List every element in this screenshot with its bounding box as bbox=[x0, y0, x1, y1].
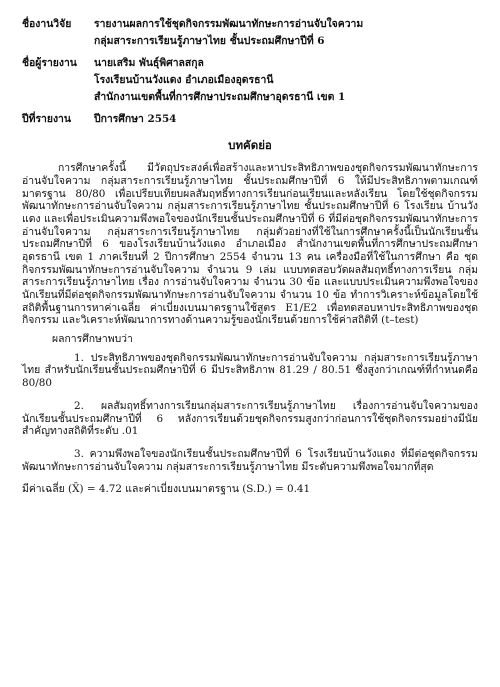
author-label: ชื่อผู้รายงาน bbox=[22, 57, 77, 70]
report-year-value: ปีการศึกษา 2554 bbox=[94, 113, 177, 126]
author-name: นายเสริม พันธุ์พิศาลสกุล bbox=[94, 57, 204, 70]
report-year-label: ปีที่รายงาน bbox=[22, 113, 71, 126]
research-title-label: ชื่องานวิจัย bbox=[22, 18, 72, 30]
finding-item: 1. ประสิทธิภาพของชุดกิจกรรมพัฒนาทักษะการอ่านจับใจความ กลุ่มสาระการเรียนรู้ภาษาไทย สำหรับนักเรียนชั้นประถมศึกษาปีที่ 6 มีประสิทธิภาพ 81.29 / 80.51 ซึ่งสูงกว่าเกณฑ์ที่กำหนดคือ 80/80 bbox=[22, 351, 478, 390]
statistics-line: มีค่าเฉลี่ย (X̄) = 4.72 และค่าเบี่ยงเบนมาตรฐาน (S.D.) = 0.41 bbox=[22, 483, 311, 496]
findings-intro: ผลการศึกษาพบว่า bbox=[52, 333, 133, 346]
research-title-line: กลุ่มสาระการเรียนรู้ภาษาไทย ชั้นประถมศึกษาปีที่ 6 bbox=[94, 34, 325, 47]
research-title-value bbox=[94, 18, 478, 51]
author-school: โรงเรียนบ้านวังแดง อำเภอเมืองอุดรธานี bbox=[94, 74, 274, 87]
author-value bbox=[94, 57, 478, 107]
research-title-row bbox=[22, 18, 478, 51]
author-row bbox=[22, 57, 478, 107]
author-office: สำนักงานเขตพื้นที่การศึกษาประถมศึกษาอุดรธานี เขต 1 bbox=[94, 90, 346, 103]
finding-item: 3. ความพึงพอใจของนักเรียนชั้นประถมศึกษาปีที่ 6 โรงเรียนบ้านวังแดง ที่มีต่อชุดกิจกรรมพัฒนาทักษะการอ่านจับใจความ กลุ่มสาระการเรียนรู้ภาษาไทย มีระดับความพึงพอใจมากที่สุด bbox=[22, 447, 478, 473]
finding-item: 2. ผลสัมฤทธิ์ทางการเรียนกลุ่มสาระการเรียนรู้ภาษาไทย เรื่องการอ่านจับใจความของนักเรียนชั้นประถมศึกษาปีที่ 6 หลังการเรียนด้วยชุดกิจกรรมสูงกว่าก่อนการใช้ชุดกิจกรรมอย่างมีนัยสำคัญทางสถิติที่ระดับ .01 bbox=[22, 399, 478, 438]
abstract-paragraph: การศึกษาครั้งนี้ มีวัตถุประสงค์เพื่อสร้างและหาประสิทธิภาพของชุดกิจกรรมพัฒนาทักษะการอ่านจับใจความ กลุ่มสาระการเรียนรู้ภาษาไทย ชั้นประถมศึกษาปีที่ 6 ให้มีประสิทธิภาพตามเกณฑ์มาตรฐาน 80/80 เพื่อเปรียบเทียบผลสัมฤทธิ์ทางการเรียนก่อนเรียนและหลังเรียน โดยใช้ชุดกิจกรรมพัฒนาทักษะการอ่านจับใจความ กลุ่มสาระการเรียนรู้ภาษาไทย ชั้นประถมศึกษาปีที่ 6 โรงเรียน บ้านวังแดง และเพื่อประเมินความพึงพอใจของนักเรียนชั้นประถมศึกษาปีที่ 6 ที่มีต่อชุดกิจกรรมพัฒนาทักษะการอ่านจับใจความ กลุ่มสาระการเรียนรู้ภาษาไทย กลุ่มตัวอย่างที่ใช้ในการศึกษาครั้งนี้เป็นนักเรียนชั้นประถมศึกษาปีที่ 6 ของโรงเรียนบ้านวังแดง อำเภอเมือง สำนักงานเขตพื้นที่การศึกษาประถมศึกษาอุดรธานี เขต 1 ภาคเรียนที่ 2 ปีการศึกษา 2554 จำนวน 13 คน เครื่องมือที่ใช้ในการศึกษา คือ ชุดกิจกรรมพัฒนาทักษะการอ่านจับใจความ จำนวน 9 เล่ม แบบทดสอบวัดผลสัมฤทธิ์ทางการเรียน กลุ่มสาระการเรียนรู้ภาษาไทย เรื่อง การอ่านจับใจความ จำนวน 30 ข้อ และแบบประเมินความพึงพอใจของนักเรียนที่มีต่อชุดกิจกรรมพัฒนาทักษะการอ่านจับใจความ จำนวน 10 ข้อ ทำการวิเคราะห์ข้อมูลโดยใช้สถิติพื้นฐานการหาค่าเฉลี่ย ค่าเบี่ยงเบนมาตรฐานใช้สูตร E1/E2 เพื่อทดสอบหาประสิทธิภาพของชุดกิจกรรม และวิเคราะห์พัฒนาการทางด้านความรู้ของนักเรียนด้วยการใช้ค่าสถิติที (t–test) bbox=[22, 162, 478, 327]
abstract-heading: บทคัดย่อ bbox=[228, 138, 272, 153]
report-year-row bbox=[22, 113, 478, 126]
research-title-line: รายงานผลการใช้ชุดกิจกรรมพัฒนาทักษะการอ่านจับใจความ bbox=[94, 18, 364, 30]
